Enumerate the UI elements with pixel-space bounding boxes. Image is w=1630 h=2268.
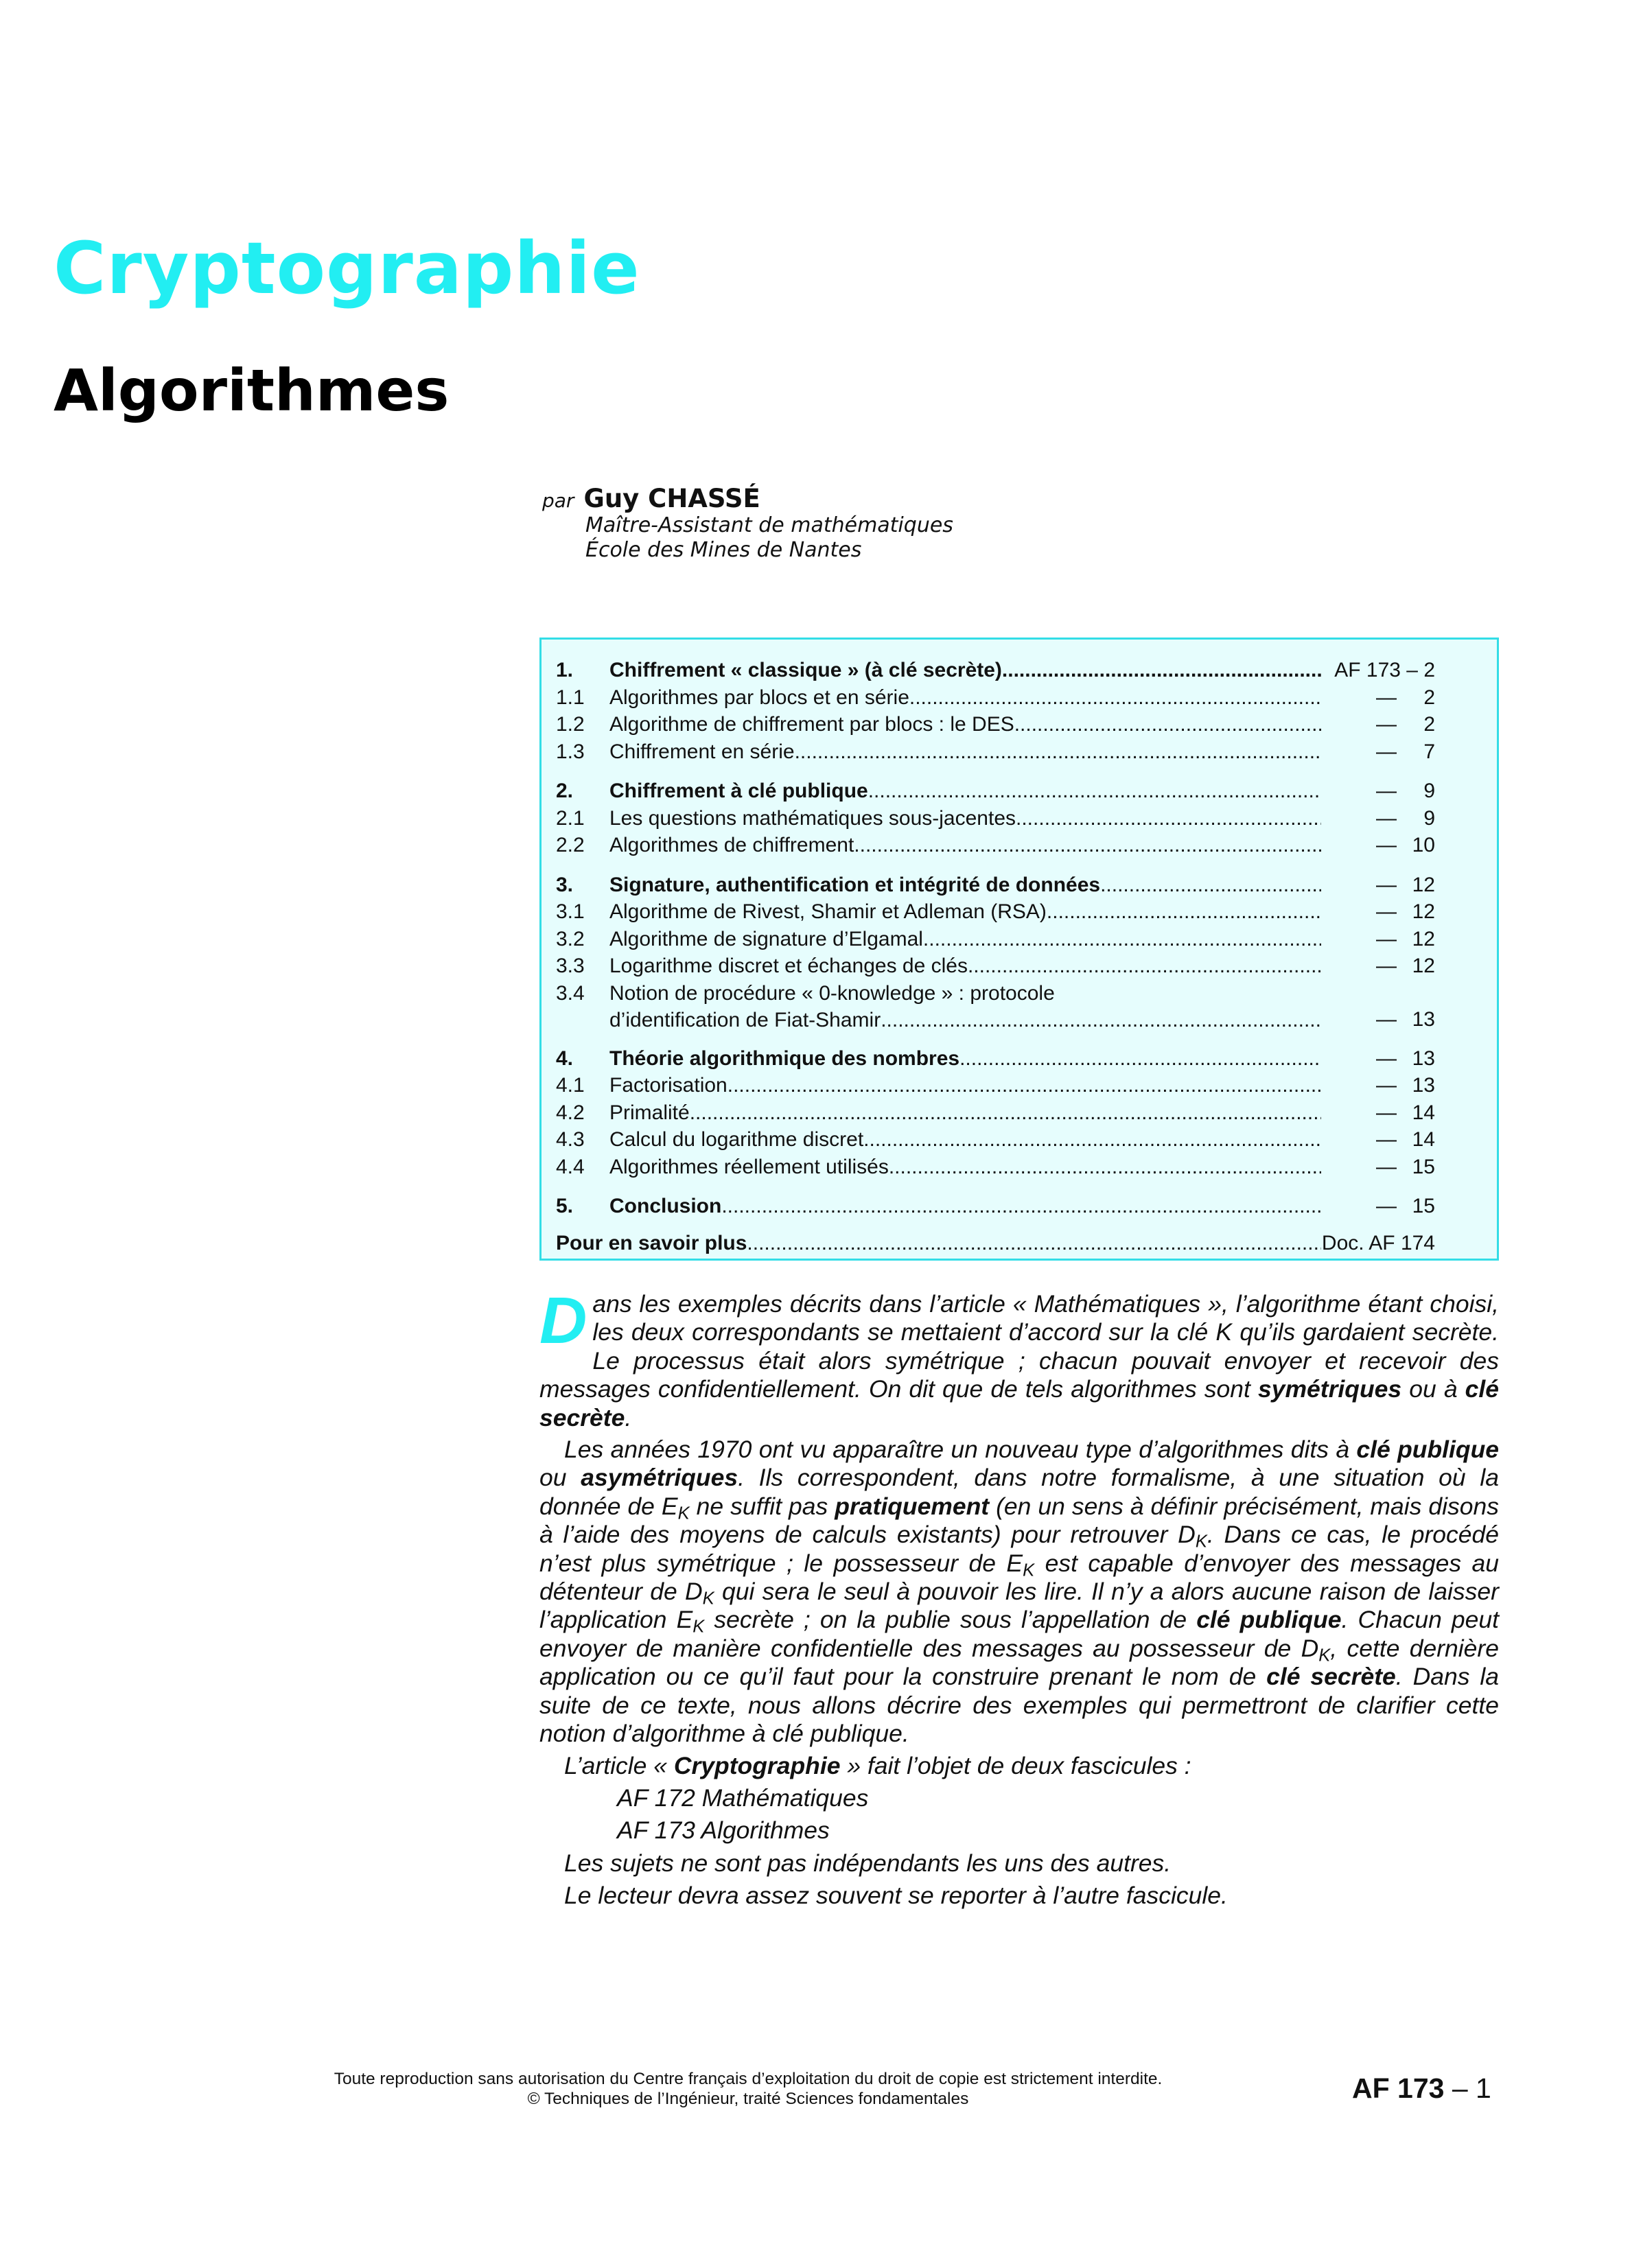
toc-row[interactable] — [556, 832, 1482, 859]
copyright-notice — [206, 2069, 1290, 2109]
toc-row[interactable] — [556, 1099, 1482, 1127]
toc-dash: — — [1376, 873, 1397, 896]
copyright-line: © Techniques de l’Ingénieur, traité Sciences fondamentales — [527, 2090, 969, 2108]
page-reference — [1352, 2072, 1491, 2105]
paragraph-text: (en un sens à définir précisément, mais disons à l’aide des moyens de calculs existants) pour retrouver D — [539, 1492, 1499, 1549]
author-block — [542, 484, 953, 563]
toc-number: 2.2 — [556, 834, 585, 856]
toc-title: Algorithmes par blocs et en série — [609, 686, 909, 709]
toc-leader — [909, 684, 1321, 711]
toc-page: 13 — [1412, 1007, 1435, 1031]
paragraph-text: » fait l’objet de deux fascicules : — [840, 1751, 1191, 1779]
toc-number: 1.3 — [556, 740, 585, 763]
table-of-contents — [539, 638, 1499, 1261]
toc-page: 9 — [1423, 806, 1435, 830]
article-title: Cryptographie — [54, 226, 640, 310]
paragraph — [539, 1752, 1499, 1780]
toc-number: 3.4 — [556, 981, 585, 1005]
article-subtitle: Algorithmes — [54, 357, 450, 424]
toc-row[interactable] — [556, 657, 1482, 684]
paragraph-text: . Chacun peut envoyer de manière confidentielle des messages au possesseur de D — [539, 1606, 1499, 1662]
toc-row[interactable] — [556, 926, 1482, 953]
toc-leader — [721, 1193, 1321, 1219]
subscript: K — [1318, 1646, 1331, 1665]
toc-leader — [747, 1230, 1321, 1256]
emphasis: clé publique — [1356, 1436, 1499, 1464]
toc-page: 13 — [1412, 1047, 1435, 1070]
toc-dash: — — [1376, 686, 1397, 709]
intro-paragraph — [539, 1284, 1500, 1432]
toc-dash: — — [1376, 1074, 1397, 1097]
toc-dash: — — [1376, 806, 1397, 830]
paragraph — [539, 1436, 1499, 1748]
fascicle-reference: AF 173 Algorithmes — [617, 1816, 830, 1845]
toc-title-line1: Notion de procédure « 0-knowledge » : protocole — [609, 981, 1055, 1005]
toc-dash: — — [1376, 900, 1397, 923]
toc-page: 14 — [1412, 1128, 1435, 1151]
toc-number: 2.1 — [556, 806, 585, 830]
toc-row[interactable] — [556, 898, 1482, 926]
subscript: K — [702, 1589, 714, 1609]
author-role: Maître-Assistant de mathématiques — [585, 513, 953, 537]
toc-dash: — — [1376, 834, 1397, 856]
page-number: 1 — [1476, 2072, 1491, 2104]
toc-title: Logarithme discret et échanges de clés — [609, 955, 968, 977]
toc-number: 2. — [556, 780, 574, 802]
subscript: K — [677, 1504, 690, 1523]
toc-leader — [959, 1045, 1321, 1072]
toc-page: 9 — [1423, 780, 1435, 802]
paragraph-text: . Dans ce cas, le procédé n’est plus symétrique ; le possesseur de E — [539, 1521, 1499, 1577]
toc-dash: — — [1376, 740, 1397, 763]
toc-page: 14 — [1412, 1101, 1435, 1124]
toc-number: 3.2 — [556, 927, 585, 950]
toc-title: Primalité — [609, 1101, 690, 1124]
toc-page: 10 — [1412, 834, 1435, 856]
emphasis: clé secrète — [1266, 1663, 1396, 1691]
author-prefix: par — [542, 489, 574, 512]
toc-dash: — — [1376, 1007, 1397, 1031]
paragraph-text: qui sera le seul à pouvoir les lire. Il n’y a alors aucune raison de laisser l’application E — [539, 1578, 1499, 1634]
toc-title: Algorithme de chiffrement par blocs : le DES — [609, 713, 1014, 736]
toc-number: 4.2 — [556, 1101, 585, 1124]
paragraph-text: . Dans la suite de ce texte, nous allons décrire des exemples qui permettront de clarifier cette notion d’algorithme à clé publique. — [539, 1663, 1499, 1748]
toc-number: 3.1 — [556, 900, 585, 923]
toc-page: 12 — [1412, 927, 1435, 950]
toc-page: 13 — [1412, 1074, 1435, 1097]
paragraph-text: ou — [539, 1464, 581, 1492]
paragraph-text: ne suffit pas — [689, 1492, 835, 1520]
toc-title: Chiffrement en série — [609, 740, 795, 763]
toc-number: 4.4 — [556, 1155, 585, 1178]
toc-leader — [690, 1099, 1321, 1126]
toc-title: Pour en savoir plus — [556, 1231, 747, 1254]
subscript: K — [1023, 1560, 1035, 1580]
toc-number: 5. — [556, 1195, 574, 1217]
document-code: AF 173 — [1352, 2072, 1445, 2104]
toc-title: Algorithme de signature d’Elgamal — [609, 927, 923, 950]
toc-number: 4.1 — [556, 1074, 585, 1097]
toc-leader — [881, 1007, 1321, 1033]
toc-page: 12 — [1412, 873, 1435, 896]
toc-number: 4.3 — [556, 1128, 585, 1151]
emphasis: clé publique — [1196, 1606, 1342, 1634]
emphasis: clé secrète — [539, 1375, 1500, 1431]
toc-title: Chiffrement à clé publique — [609, 780, 868, 802]
toc-leader — [968, 952, 1321, 979]
toc-title: Théorie algorithmique des nombres — [609, 1047, 960, 1070]
toc-title: Signature, authentification et intégrité de données — [609, 873, 1101, 896]
toc-dash: — — [1376, 1128, 1397, 1151]
toc-row[interactable] — [556, 805, 1482, 832]
toc-dash: — — [1376, 713, 1397, 736]
toc-row[interactable] — [556, 872, 1482, 899]
toc-page: 2 — [1423, 713, 1435, 736]
toc-dash: — — [1376, 780, 1397, 802]
toc-title: Calcul du logarithme discret — [609, 1128, 864, 1151]
toc-dash: — — [1376, 1047, 1397, 1070]
toc-row[interactable] — [556, 980, 1482, 1033]
toc-leader — [1100, 872, 1321, 898]
toc-reference: AF 173 – 2 — [1334, 659, 1435, 681]
toc-title: Les questions mathématiques sous-jacentes — [609, 806, 1016, 830]
copyright-line: Toute reproduction sans autorisation du Centre français d’exploitation du droit de copie est strictement interdite. — [334, 2070, 1163, 2088]
fascicle-reference: AF 172 Mathématiques — [617, 1784, 869, 1812]
paragraph-text: ou à — [1401, 1375, 1465, 1403]
toc-row[interactable] — [556, 1072, 1482, 1099]
paragraph: Le lecteur devra assez souvent se reporter à l’autre fascicule. — [564, 1882, 1228, 1910]
paragraph-text: . — [625, 1403, 632, 1431]
toc-number: 1. — [556, 659, 574, 681]
paragraph-text: Les années 1970 ont vu apparaître un nouveau type d’algorithmes dits à — [564, 1436, 1357, 1464]
toc-leader — [863, 1126, 1321, 1153]
toc-row[interactable] — [556, 1154, 1482, 1181]
paragraph-text: est capable d’envoyer des messages au détenteur de D — [539, 1549, 1500, 1606]
subscript: K — [1195, 1532, 1207, 1552]
toc-dash: — — [1376, 1195, 1397, 1217]
toc-title: Algorithmes de chiffrement — [609, 834, 854, 856]
toc-row[interactable] — [556, 711, 1482, 738]
toc-leader — [889, 1154, 1321, 1180]
toc-dash: — — [1376, 1155, 1397, 1178]
drop-cap: D — [539, 1284, 587, 1357]
toc-row[interactable] — [556, 778, 1482, 805]
toc-number: 1.2 — [556, 713, 585, 736]
toc-number: 3.3 — [556, 955, 585, 977]
toc-reference: Doc. AF 174 — [1321, 1231, 1435, 1254]
paragraph-text: secrète ; on la publie sous l’appellation de — [704, 1606, 1197, 1634]
author-institution: École des Mines de Nantes — [585, 538, 862, 562]
article-body — [539, 1284, 1500, 1915]
toc-page: 12 — [1412, 955, 1435, 977]
toc-dash: — — [1376, 1101, 1397, 1124]
toc-row[interactable] — [556, 738, 1482, 766]
emphasis: symétriques — [1258, 1375, 1402, 1403]
paragraph-text: L’article « — [564, 1751, 674, 1779]
toc-title-line2: d’identification de Fiat-Shamir — [609, 1008, 881, 1031]
subscript: K — [692, 1617, 705, 1637]
author-name: Guy CHASSÉ — [583, 484, 760, 513]
toc-number: 1.1 — [556, 686, 585, 709]
paragraph-text: , cette dernière application ou ce qu’il faut pour la construire prenant le nom de — [539, 1634, 1499, 1691]
toc-title: Factorisation — [609, 1074, 727, 1097]
toc-dash: — — [1376, 927, 1397, 950]
toc-row[interactable] — [556, 1045, 1482, 1073]
paragraph-text: ans les exemples décrits dans l’article « Mathématiques », l’algorithme étant choisi, les deux correspondants se mettaient d’accord sur la clé K qu’ils gardaient secrète. Le processus était alors symétrique ; chacun pouvait envoyer et recevoir des messages confidentiellement. On dit que de tels algorithmes sont — [539, 1290, 1499, 1403]
toc-title: Chiffrement « classique » (à clé secrète) — [609, 659, 1002, 681]
emphasis: asymétriques — [581, 1464, 738, 1492]
toc-leader — [1047, 898, 1321, 925]
page-separator: – — [1444, 2072, 1476, 2104]
toc-page: 2 — [1423, 686, 1435, 709]
toc-leader — [1016, 805, 1321, 832]
toc-title: Algorithmes réellement utilisés — [609, 1155, 889, 1178]
toc-row[interactable] — [556, 1230, 1482, 1257]
toc-page: 12 — [1412, 900, 1435, 923]
paragraph: Les sujets ne sont pas indépendants les uns des autres. — [564, 1849, 1172, 1877]
toc-number: 4. — [556, 1047, 574, 1070]
toc-row[interactable] — [556, 684, 1482, 712]
toc-dash: — — [1376, 955, 1397, 977]
toc-number: 3. — [556, 873, 574, 896]
toc-row[interactable] — [556, 1193, 1482, 1220]
toc-page: 7 — [1423, 740, 1435, 763]
toc-leader — [1014, 711, 1321, 738]
toc-page: 15 — [1412, 1155, 1435, 1178]
emphasis: pratiquement — [835, 1492, 990, 1520]
toc-page: 15 — [1412, 1195, 1435, 1217]
toc-leader — [795, 738, 1321, 765]
toc-leader — [1002, 657, 1321, 683]
toc-title: Algorithme de Rivest, Shamir et Adleman (RSA) — [609, 900, 1047, 923]
paragraph-text: . Ils correspondent, dans notre formalisme, à une situation où la donnée de E — [539, 1464, 1499, 1520]
toc-row[interactable] — [556, 1126, 1482, 1154]
toc-leader — [854, 832, 1321, 858]
toc-leader — [868, 778, 1321, 804]
toc-leader — [923, 926, 1321, 952]
toc-title: Conclusion — [609, 1195, 722, 1217]
emphasis: Cryptographie — [673, 1751, 841, 1779]
toc-row[interactable] — [556, 952, 1482, 980]
toc-leader — [727, 1072, 1321, 1099]
